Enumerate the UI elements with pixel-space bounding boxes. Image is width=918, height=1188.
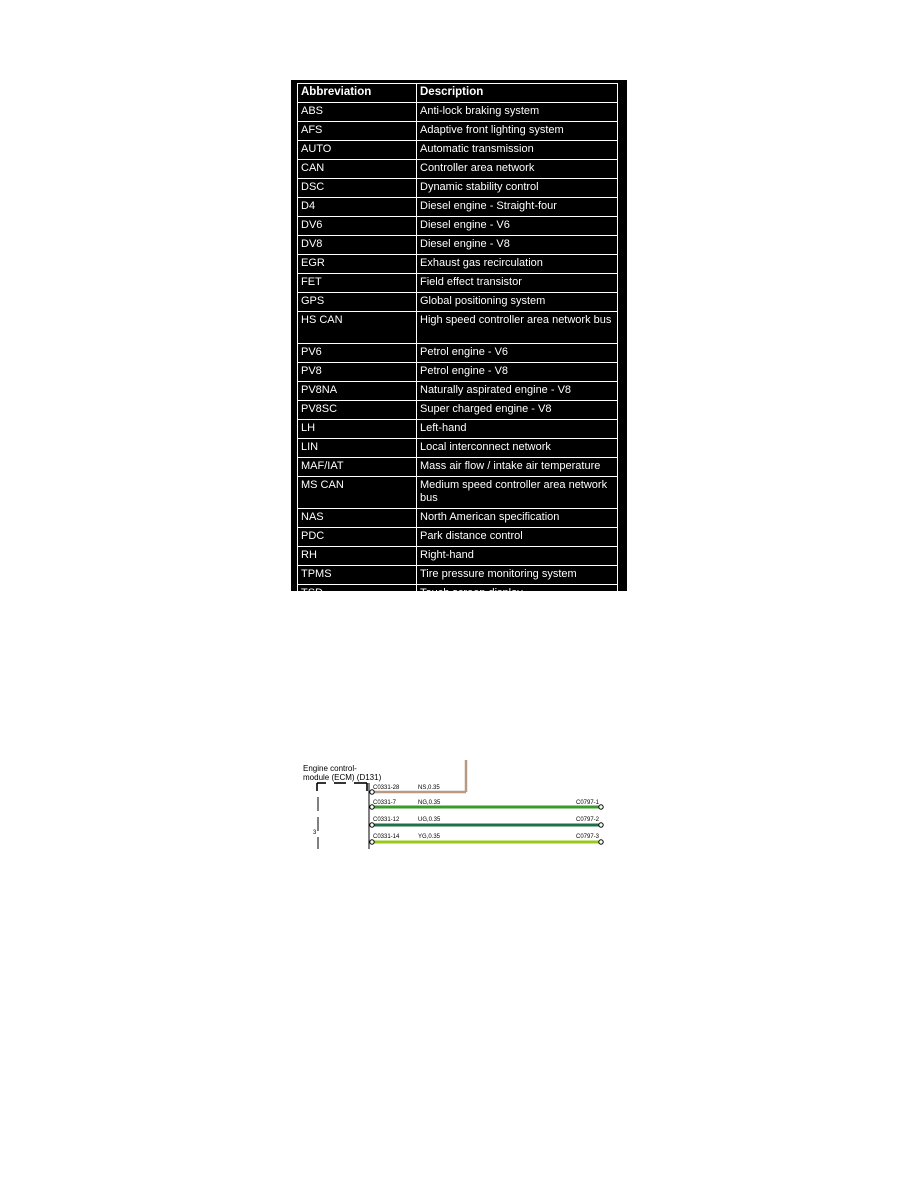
table-row	[298, 382, 618, 401]
description-cell: Petrol engine - V6	[417, 344, 618, 363]
table-row	[298, 217, 618, 236]
table-row	[298, 103, 618, 122]
wire-3-start-terminal	[370, 823, 374, 827]
description-cell: Exhaust gas recirculation	[417, 255, 618, 274]
abbreviation-cell: MAF/IAT	[298, 458, 417, 477]
abbreviation-cell: PV8	[298, 363, 417, 382]
wire-4-pin: C0331-14	[373, 834, 400, 840]
table-row	[298, 547, 618, 566]
table-row	[298, 363, 618, 382]
description-cell: Anti-lock braking system	[417, 103, 618, 122]
table-row	[298, 585, 618, 604]
abbreviation-cell: PV8SC	[298, 401, 417, 420]
wire-1-code: NS,0.35	[418, 785, 440, 791]
description-cell: Global positioning system	[417, 293, 618, 312]
wire-4-start-terminal	[370, 840, 374, 844]
table-row	[298, 274, 618, 293]
abbreviation-cell: LIN	[298, 439, 417, 458]
table-row	[298, 401, 618, 420]
table-row	[298, 458, 618, 477]
abbreviation-cell: DSC	[298, 179, 417, 198]
description-cell: Field effect transistor	[417, 274, 618, 293]
table-row	[298, 420, 618, 439]
table-row	[298, 293, 618, 312]
abbreviation-cell: DV6	[298, 217, 417, 236]
table-row	[298, 236, 618, 255]
wire-2-pin: C0331-7	[373, 800, 397, 806]
wire-1-pin: C0331-28	[373, 785, 400, 791]
wire-2-end-terminal	[599, 805, 603, 809]
side-mark: 3	[313, 830, 317, 836]
header-abbreviation: Abbreviation	[298, 84, 417, 103]
abbreviation-cell: PDC	[298, 528, 417, 547]
wire-4-code: YG,0.35	[418, 834, 441, 840]
abbreviation-cell: CAN	[298, 160, 417, 179]
wire-2-end-pin: C0797-1	[576, 800, 600, 806]
abbreviation-cell: FET	[298, 274, 417, 293]
abbreviation-cell: AFS	[298, 122, 417, 141]
table-row	[298, 141, 618, 160]
description-cell: Controller area network	[417, 160, 618, 179]
abbreviation-cell: TSD	[298, 585, 417, 604]
table-row	[298, 179, 618, 198]
table-row	[298, 160, 618, 179]
description-cell: Tire pressure monitoring system	[417, 566, 618, 585]
abbreviation-cell: PV8NA	[298, 382, 417, 401]
description-cell: Super charged engine - V8	[417, 401, 618, 420]
wire-4-end-pin: C0797-3	[576, 834, 600, 840]
description-cell: Naturally aspirated engine - V8	[417, 382, 618, 401]
module-label-line2: module (ECM) (D131)	[303, 773, 382, 782]
table-row	[298, 344, 618, 363]
table-row	[298, 528, 618, 547]
wire-3-code: UG,0.35	[418, 817, 441, 823]
abbreviation-cell: DV8	[298, 236, 417, 255]
description-cell: High speed controller area network bus	[417, 312, 618, 344]
abbreviation-cell: ABS	[298, 103, 417, 122]
abbreviation-cell: TPMS	[298, 566, 417, 585]
abbreviation-cell: PV6	[298, 344, 417, 363]
abbreviation-cell: MS CAN	[298, 477, 417, 509]
abbreviation-table-body	[298, 103, 618, 604]
abbreviation-cell: NAS	[298, 509, 417, 528]
table-row	[298, 122, 618, 141]
description-cell: Diesel engine - V8	[417, 236, 618, 255]
table-row	[298, 312, 618, 344]
description-cell: Local interconnect network	[417, 439, 618, 458]
description-cell: Mass air flow / intake air temperature	[417, 458, 618, 477]
abbreviation-cell: RH	[298, 547, 417, 566]
description-cell: Park distance control	[417, 528, 618, 547]
description-cell: Touch screen display	[417, 585, 618, 604]
abbreviation-cell: GPS	[298, 293, 417, 312]
wiring-diagram	[300, 755, 620, 855]
abbreviation-cell: LH	[298, 420, 417, 439]
wire-3-end-pin: C0797-2	[576, 817, 600, 823]
description-cell: Diesel engine - Straight-four	[417, 198, 618, 217]
abbreviation-table-panel	[291, 80, 627, 599]
wiring-diagram-svg	[300, 755, 620, 855]
table-row	[298, 198, 618, 217]
description-cell: North American specification	[417, 509, 618, 528]
description-cell: Automatic transmission	[417, 141, 618, 160]
table-row	[298, 439, 618, 458]
table-row	[298, 566, 618, 585]
wire-3-pin: C0331-12	[373, 817, 400, 823]
description-cell: Dynamic stability control	[417, 179, 618, 198]
description-cell: Petrol engine - V8	[417, 363, 618, 382]
description-cell: Adaptive front lighting system	[417, 122, 618, 141]
abbreviation-cell: D4	[298, 198, 417, 217]
description-cell: Left-hand	[417, 420, 618, 439]
table-row	[298, 255, 618, 274]
table-row	[298, 509, 618, 528]
wire-4-end-terminal	[599, 840, 603, 844]
module-boundary	[317, 783, 369, 849]
description-cell: Diesel engine - V6	[417, 217, 618, 236]
wire-2-code: NG,0.35	[418, 800, 441, 806]
abbreviation-cell: EGR	[298, 255, 417, 274]
abbreviation-table	[297, 83, 618, 604]
abbreviation-cell: AUTO	[298, 141, 417, 160]
module-label-line1: Engine control-	[303, 764, 357, 773]
table-header-row	[298, 84, 618, 103]
wire-3-end-terminal	[599, 823, 603, 827]
header-description: Description	[417, 84, 618, 103]
description-cell: Medium speed controller area network bus	[417, 477, 618, 509]
description-cell: Right-hand	[417, 547, 618, 566]
abbreviation-cell: HS CAN	[298, 312, 417, 344]
table-row	[298, 477, 618, 509]
